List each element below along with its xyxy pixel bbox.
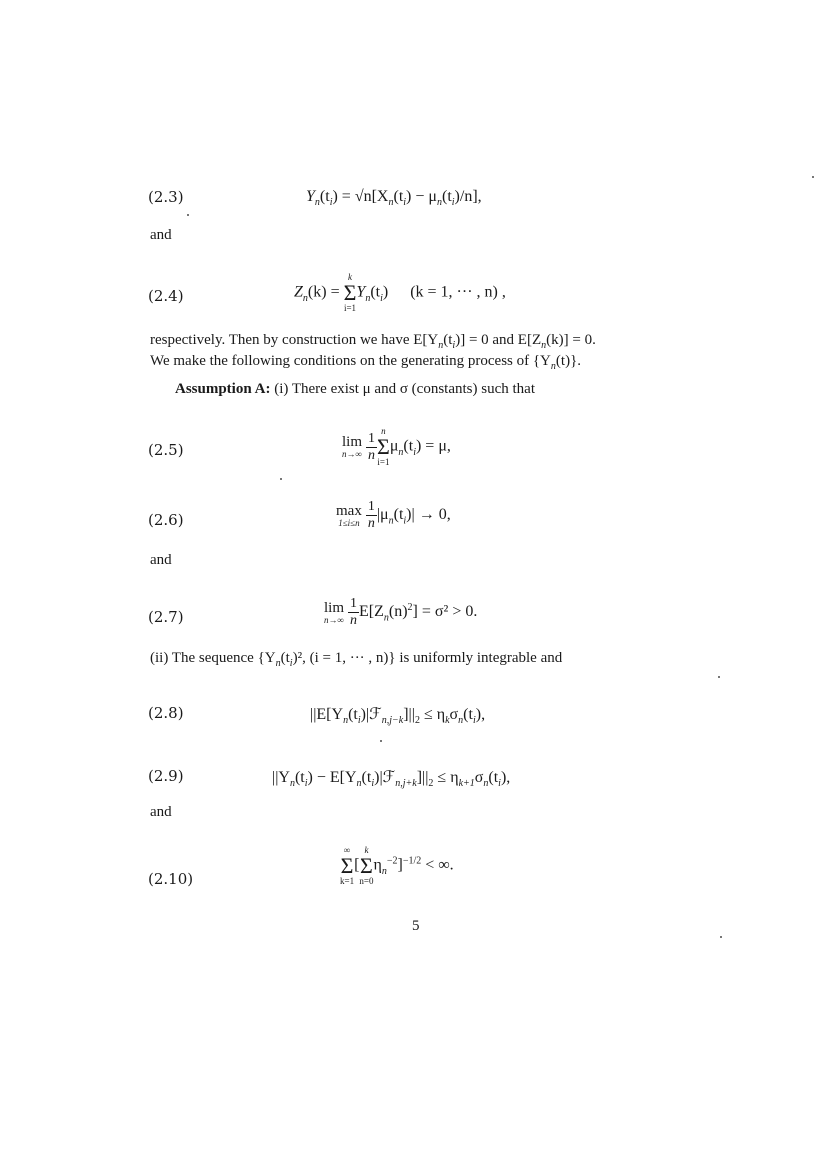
text-and: and	[150, 227, 172, 243]
inner-sum-operator: k Σ n=0	[359, 845, 374, 886]
equation-formula: $||E[Y_n(t_i)|ℱ_{n,j-k}]||_2 \le \eta_k\sigma_n(t_i)$,	[310, 706, 486, 727]
sum-operator: k Σ i=1	[343, 272, 357, 313]
equation-formula: $Y_n(t_i) = √n[X_n(t_i) - \mu_n(t_i)/n]$,	[306, 188, 482, 209]
scan-speck	[720, 936, 722, 938]
equation-formula: max 1≤i≤n $\frac{1}{n}$ $|\mu_n(t_i)| \to 0$,	[336, 499, 451, 531]
equation-number: (2.7)	[148, 608, 184, 626]
equation-formula: $||Y_n(t_i)$ − $E[Y_n(t_i)|ℱ_{n,j+k}]||_2 \le \eta_{k+1}\sigma_n(t_i)$,	[272, 769, 511, 790]
scan-speck	[280, 478, 282, 480]
fraction: $\frac{1}{n}$	[350, 596, 358, 628]
equation-formula: $Z_n(k)$ = k Σ i=1 $Y_n(t_i) (k = 1$, ··· , n) ,	[294, 272, 506, 313]
equation-number: (2.5)	[148, 441, 184, 459]
fraction: $\frac{1}{n}$	[368, 430, 376, 463]
equation-number: (2.6)	[148, 511, 184, 529]
equation-number: (2.3)	[148, 188, 184, 206]
text-and: and	[150, 552, 172, 568]
equation-number: (2.10)	[148, 870, 194, 888]
text-and: and	[150, 804, 172, 820]
max-operator: max 1≤i≤n	[336, 502, 362, 528]
text-sequence: (ii) The sequence {$Y_n(t_i)^2$, (i = 1, ··· , n)} is uniformly integrable and	[150, 650, 563, 669]
sum-operator: n Σ i=1	[377, 426, 390, 467]
limit-operator: lim n→∞	[342, 434, 363, 459]
outer-sum-operator: ∞ Σ k=1	[340, 845, 355, 886]
equation-formula: lim n→∞ $\frac{1}{n}$ n Σ i=1 $\mu_n(t_i) = \mu$,	[342, 426, 451, 467]
equation-number: (2.8)	[148, 704, 184, 722]
text-we-make: We make the following conditions on the generating process of $\{Y_n(t)\}$.	[150, 353, 582, 372]
assumption-label: Assumption A:	[175, 381, 271, 397]
text-assumption: Assumption A: (i) There exist μ and σ (constants) such that	[175, 381, 535, 397]
page-number: 5	[412, 918, 420, 934]
scan-speck	[718, 676, 720, 678]
scan-speck	[380, 740, 382, 742]
equation-number: (2.4)	[148, 287, 184, 305]
equation-number: (2.9)	[148, 767, 184, 785]
limit-operator: lim n→∞	[324, 599, 345, 625]
equation-formula: ∞ Σ k=1 [ k Σ n=0 $\eta_n^{-2}]^{-1/2}$ < ∞.	[340, 845, 454, 886]
scan-speck	[187, 214, 189, 216]
equation-formula: lim n→∞ $\frac{1}{n}$ $E[Z_n(n)^2] = \sigma^2 > 0$.	[324, 596, 478, 628]
scan-speck	[812, 176, 814, 178]
text-respectively: respectively. Then by construction we have $E[Y_n(t_i)] = 0$ and $E[Z_n(k)] = 0$.	[150, 332, 596, 351]
fraction: $\frac{1}{n}$	[367, 499, 375, 531]
